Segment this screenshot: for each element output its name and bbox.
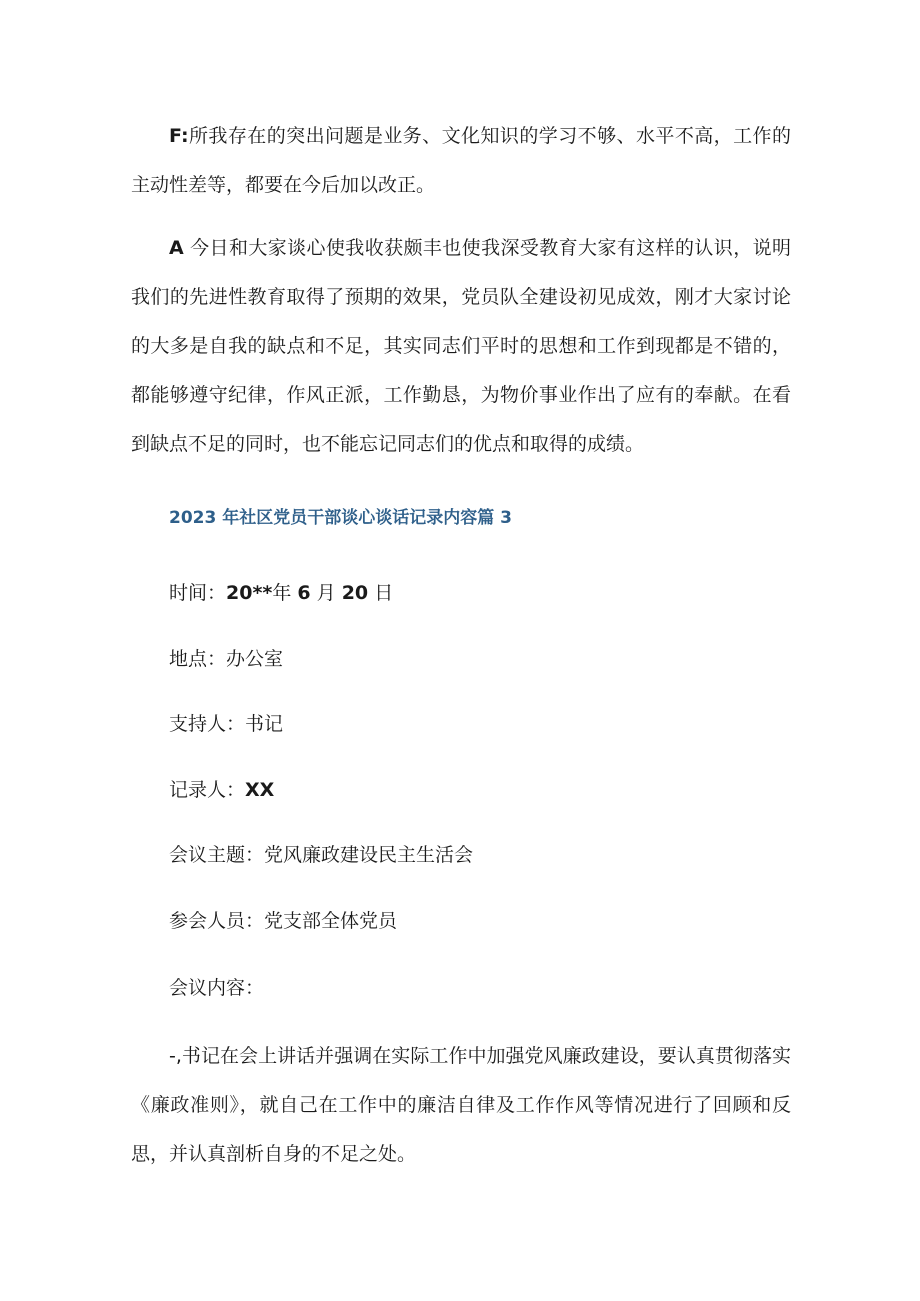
meeting-recorder-value: XX <box>245 779 275 801</box>
meeting-place: 地点：办公室 <box>169 648 284 670</box>
meeting-recorder <box>169 775 274 805</box>
meeting-content-label: 会议内容： <box>169 977 265 999</box>
meeting-time-month-unit: 月 <box>310 582 342 604</box>
paragraph-text: 今日和大家谈心使我收获颇丰也使我深受教育大家有这样的认识，说明我们的先进性教育取得了预期的效果，党员队全建设初见成效，刚才大家讨论的大多是自我的缺点和不足，其实同志们平时的思想和工作到现都是不错的，都能够遵守纪律，作风正派，工作勤恳，为物价事业作出了应有的奉献。在看到缺点不足的同时，也不能忘记同志们的优点和取得的成绩。 <box>131 237 791 455</box>
meeting-host: 支持人：书记 <box>169 713 284 735</box>
meeting-attendees: 参会人员：党支部全体党员 <box>169 910 398 932</box>
meeting-time-month: 6 <box>297 582 311 604</box>
meeting-topic: 会议主题：党风廉政建设民主生活会 <box>169 844 474 866</box>
paragraph-meeting-content: -,书记在会上讲话并强调在实际工作中加强党风廉政建设，要认真贯彻落实《廉政准则》，就自己在工作中的廉洁自律及工作作风等情况进行了回顾和反思，并认真剖析自身的不足之处。 <box>131 1045 791 1165</box>
meeting-recorder-label: 记录人： <box>169 779 246 801</box>
paragraph-text: 所我存在的突出问题是业务、文化知识的学习不够、水平不高，工作的主动性差等，都要在今后加以改正。 <box>131 125 791 196</box>
paragraph-lead-label: A <box>169 237 184 259</box>
meeting-time-label: 时间： <box>169 582 227 604</box>
paragraph-problems <box>131 112 791 210</box>
meeting-time-day-unit: 日 <box>368 582 394 604</box>
meeting-time-year: 20** <box>226 582 273 604</box>
section-heading: 2023 年社区党员干部谈心谈话记录内容篇 3 <box>169 508 512 528</box>
paragraph-summary <box>131 224 791 469</box>
paragraph-lead-label: F: <box>169 125 189 147</box>
meeting-time-day: 20 <box>341 582 369 604</box>
meeting-time <box>169 578 393 608</box>
meeting-time-year-unit: 年 <box>272 582 298 604</box>
